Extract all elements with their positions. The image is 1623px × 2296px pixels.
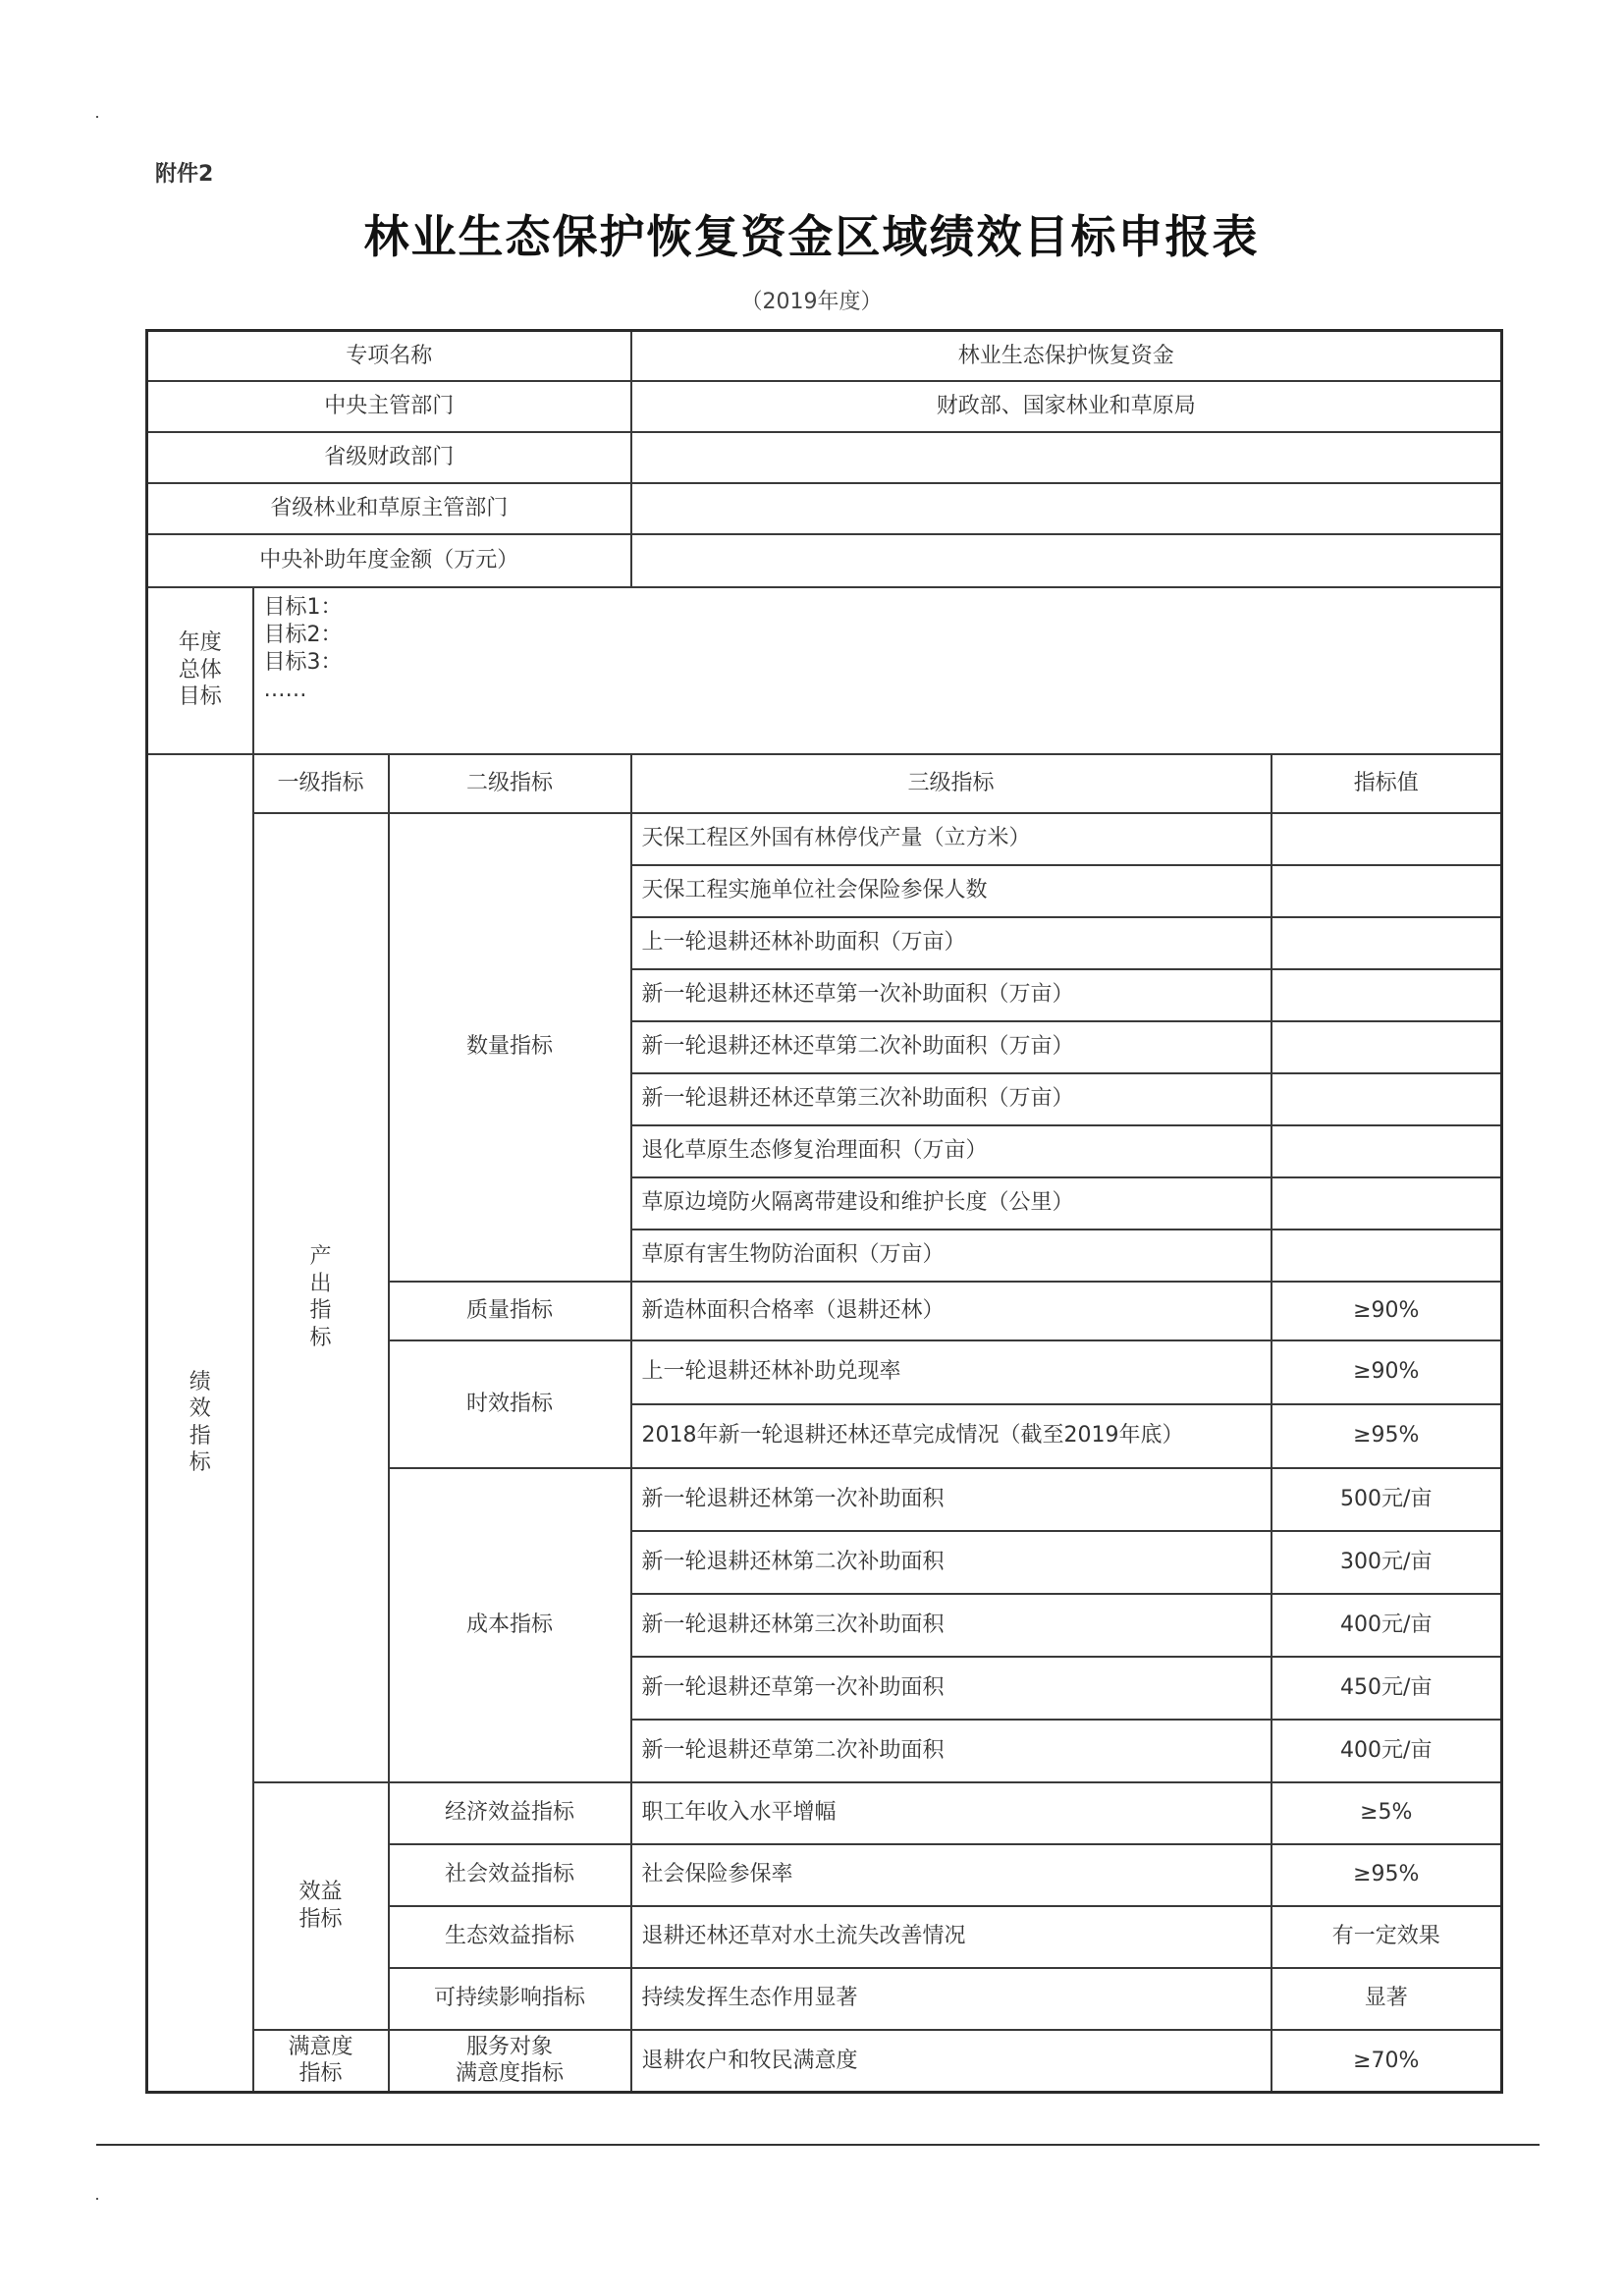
goal-item: 目标3： — [263, 649, 343, 675]
quality-indicators-label: 质量指标 — [389, 1282, 631, 1340]
indicator-name: 天保工程区外国有林停伐产量（立方米） — [631, 813, 1271, 865]
info-value — [631, 534, 1502, 587]
indicator-name: 退耕农户和牧民满意度 — [631, 2030, 1271, 2093]
performance-indicators-label: 绩 效 指 标 — [147, 754, 253, 2093]
attachment-label: 附件2 — [155, 162, 214, 187]
indicator-value: ≥90% — [1271, 1340, 1502, 1404]
cost-indicators-label: 成本指标 — [389, 1468, 631, 1782]
indicator-value — [1271, 917, 1502, 969]
info-row — [147, 534, 1502, 587]
indicator-name: 草原边境防火隔离带建设和维护长度（公里） — [631, 1177, 1271, 1230]
indicator-value: 450元/亩 — [1271, 1657, 1502, 1720]
indicator-row — [147, 1782, 1502, 1844]
header-level3: 三级指标 — [631, 754, 1271, 813]
info-label: 中央补助年度金额（万元） — [147, 534, 631, 587]
timeliness-indicators-label: 时效指标 — [389, 1340, 631, 1468]
indicator-name: 退化草原生态修复治理面积（万亩） — [631, 1125, 1271, 1177]
info-label: 省级林业和草原主管部门 — [147, 483, 631, 534]
goal-item: 目标1： — [263, 594, 343, 620]
scan-speck — [96, 2198, 98, 2200]
satisfaction-indicators-label: 满意度 指标 — [253, 2030, 389, 2093]
info-value: 财政部、国家林业和草原局 — [631, 381, 1502, 432]
output-indicators-label: 产 出 指 标 — [253, 813, 389, 1782]
indicator-value: 400元/亩 — [1271, 1594, 1502, 1657]
indicator-value: ≥95% — [1271, 1844, 1502, 1906]
indicator-value — [1271, 1177, 1502, 1230]
info-label: 中央主管部门 — [147, 381, 631, 432]
indicator-value: 有一定效果 — [1271, 1906, 1502, 1968]
info-row — [147, 381, 1502, 432]
goal-item: 目标2： — [263, 622, 343, 647]
benefit-sub-label: 经济效益指标 — [389, 1782, 631, 1844]
indicator-row — [147, 2030, 1502, 2093]
info-row — [147, 331, 1502, 381]
satisfaction-sub-label: 服务对象 满意度指标 — [389, 2030, 631, 2093]
goal-item: …… — [263, 677, 307, 702]
info-row — [147, 483, 1502, 534]
indicator-value: 300元/亩 — [1271, 1531, 1502, 1594]
indicator-value: ≥95% — [1271, 1404, 1502, 1468]
indicator-name: 上一轮退耕还林补助兑现率 — [631, 1340, 1271, 1404]
indicator-name: 新一轮退耕还林还草第一次补助面积（万亩） — [631, 969, 1271, 1021]
info-row — [147, 432, 1502, 483]
info-value: 林业生态保护恢复资金 — [631, 331, 1502, 381]
indicator-name: 新一轮退耕还草第二次补助面积 — [631, 1720, 1271, 1782]
indicator-value: ≥70% — [1271, 2030, 1502, 2093]
footer-divider — [96, 2144, 1540, 2146]
indicator-name: 新一轮退耕还林第三次补助面积 — [631, 1594, 1271, 1657]
indicator-name: 新一轮退耕还林还草第三次补助面积（万亩） — [631, 1073, 1271, 1125]
indicator-value — [1271, 865, 1502, 917]
benefit-sub-label: 可持续影响指标 — [389, 1968, 631, 2030]
benefit-indicators-label: 效益 指标 — [253, 1782, 389, 2030]
annual-goals-label: 年度 总体 目标 — [147, 587, 253, 754]
quantity-indicators-label: 数量指标 — [389, 813, 631, 1282]
indicator-name: 新一轮退耕还林第一次补助面积 — [631, 1468, 1271, 1531]
indicator-name: 草原有害生物防治面积（万亩） — [631, 1230, 1271, 1282]
header-level2: 二级指标 — [389, 754, 631, 813]
annual-goals-content — [253, 587, 1502, 754]
indicator-name: 新造林面积合格率（退耕还林） — [631, 1282, 1271, 1340]
indicator-value: 显著 — [1271, 1968, 1502, 2030]
header-level1: 一级指标 — [253, 754, 389, 813]
indicator-value: ≥5% — [1271, 1782, 1502, 1844]
indicator-value: 500元/亩 — [1271, 1468, 1502, 1531]
info-value — [631, 432, 1502, 483]
scan-speck — [96, 116, 98, 118]
indicator-name: 新一轮退耕还林第二次补助面积 — [631, 1531, 1271, 1594]
indicator-row — [147, 813, 1502, 865]
header-value: 指标值 — [1271, 754, 1502, 813]
indicator-value — [1271, 1125, 1502, 1177]
indicator-value — [1271, 1073, 1502, 1125]
indicator-value: ≥90% — [1271, 1282, 1502, 1340]
indicator-value: 400元/亩 — [1271, 1720, 1502, 1782]
indicator-value — [1271, 1230, 1502, 1282]
indicator-value — [1271, 1021, 1502, 1073]
performance-target-table — [145, 329, 1503, 2094]
indicator-name: 社会保险参保率 — [631, 1844, 1271, 1906]
indicator-header-row — [147, 754, 1502, 813]
indicator-name: 退耕还林还草对水土流失改善情况 — [631, 1906, 1271, 1968]
indicator-value — [1271, 813, 1502, 865]
benefit-sub-label: 生态效益指标 — [389, 1906, 631, 1968]
indicator-name: 新一轮退耕还林还草第二次补助面积（万亩） — [631, 1021, 1271, 1073]
indicator-name: 2018年新一轮退耕还林还草完成情况（截至2019年底） — [631, 1404, 1271, 1468]
year-label: （2019年度） — [740, 290, 883, 314]
annual-goals-row — [147, 587, 1502, 754]
info-label: 省级财政部门 — [147, 432, 631, 483]
indicator-name: 上一轮退耕还林补助面积（万亩） — [631, 917, 1271, 969]
page-title: 林业生态保护恢复资金区域绩效目标申报表 — [363, 210, 1260, 263]
info-value — [631, 483, 1502, 534]
indicator-name: 职工年收入水平增幅 — [631, 1782, 1271, 1844]
indicator-value — [1271, 969, 1502, 1021]
indicator-name: 新一轮退耕还草第一次补助面积 — [631, 1657, 1271, 1720]
benefit-sub-label: 社会效益指标 — [389, 1844, 631, 1906]
indicator-name: 天保工程实施单位社会保险参保人数 — [631, 865, 1271, 917]
info-label: 专项名称 — [147, 331, 631, 381]
indicator-name: 持续发挥生态作用显著 — [631, 1968, 1271, 2030]
